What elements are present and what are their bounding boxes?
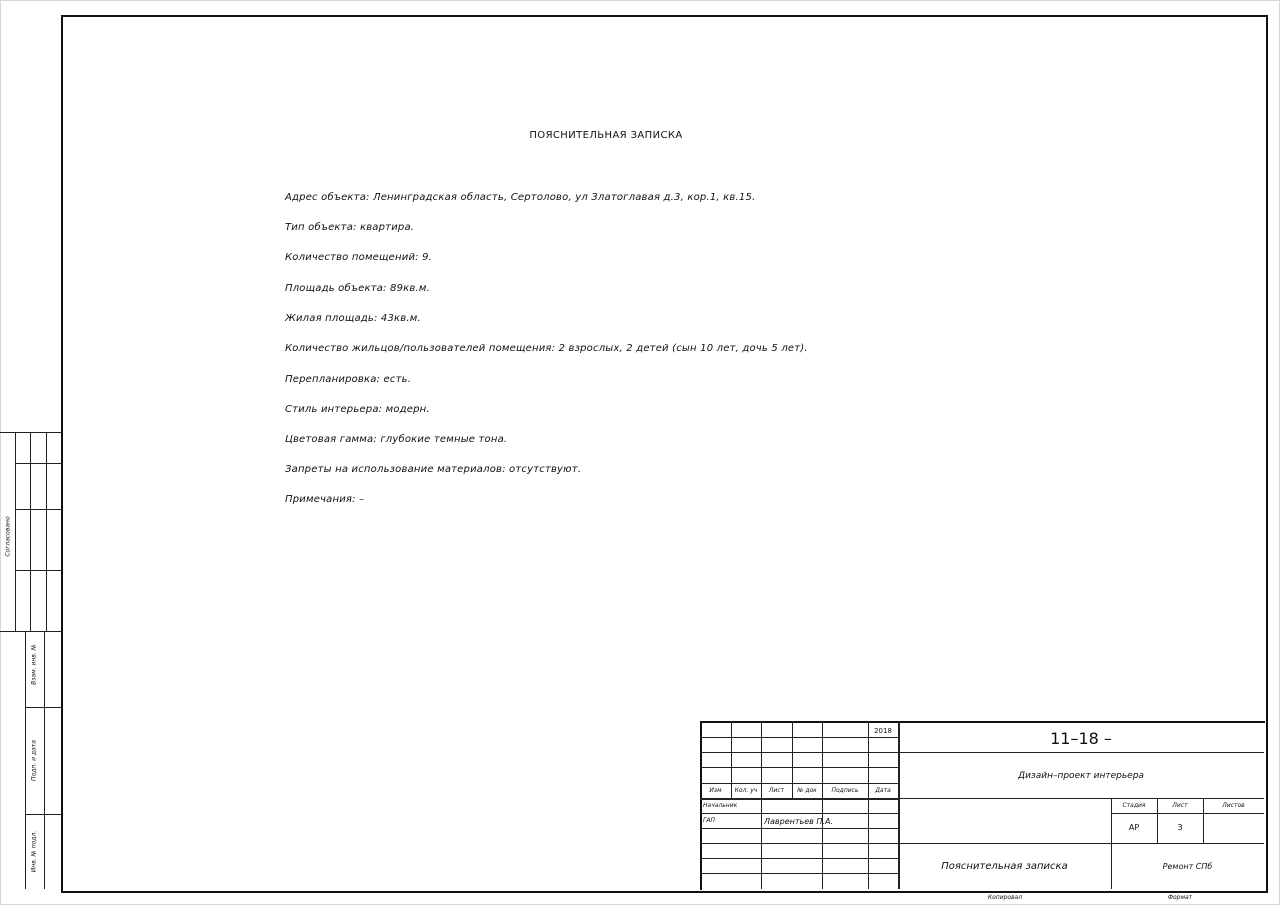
tb-sheet-title: Пояснительная записка [941,861,1068,872]
tb-sheet-value: 3 [1177,823,1183,832]
tb-role-nachalnik: Начальник [703,802,738,809]
tb-role-gap: ГАП [703,817,715,824]
field-notes: Примечания: – [285,494,365,505]
side-stamp-inv-replace: Взам. инв. № [30,644,38,685]
field-address: Адрес объекта: Ленинградская область, Сертолово, ул Златоглавая д.3, кор.1, кв.15. [285,192,756,203]
field-residents: Количество жильцов/пользователей помещения: 2 взрослых, 2 детей (сын 10 лет, дочь 5 лет). [285,343,808,354]
tb-stage-header: Стадия [1122,802,1146,809]
tb-stage-value: АР [1128,823,1140,832]
tb-code: 11–18 – [1050,729,1112,748]
field-room-count: Количество помещений: 9. [285,252,433,263]
field-material-restrictions: Запреты на использование материалов: отсутствуют. [285,464,582,475]
tb-col-kol-uch: Кол. уч [734,787,758,794]
tb-sheet-header: Лист [1172,802,1188,809]
field-color-scheme: Цветовая гамма: глубокие темные тона. [285,434,508,445]
field-object-type: Тип объекта: квартира. [285,222,415,233]
field-replanning: Перепланировка: есть. [285,374,412,385]
field-object-area: Площадь объекта: 89кв.м. [285,283,430,294]
tb-col-podpis: Подпись [831,787,859,794]
tb-author: Лаврентьев П.А. [764,817,833,826]
tb-sheets-header: Листов [1222,802,1245,809]
tb-organization: Ремонт СПб [1162,862,1213,871]
tb-copied: Копировал [987,894,1023,901]
document-title: ПОЯСНИТЕЛЬНАЯ ЗАПИСКА [529,130,683,141]
tb-col-list: Лист [768,787,785,794]
tb-col-izm: Изм [709,787,722,794]
side-stamp-inv-orig: Инв. № подл. [30,830,38,873]
tb-format: Формат [1167,894,1193,901]
side-stamp-agreed: Согласовано [4,516,12,557]
side-stamp-sign-date: Подп. и дата [30,740,38,781]
field-style: Стиль интерьера: модерн. [285,404,430,415]
tb-project-name: Дизайн–проект интерьера [1018,771,1144,781]
tb-col-doc-no: № док [797,787,817,794]
tb-col-data: Дата [875,787,891,794]
tb-year: 2018 [874,727,892,735]
field-living-area: Жилая площадь: 43кв.м. [285,313,421,324]
